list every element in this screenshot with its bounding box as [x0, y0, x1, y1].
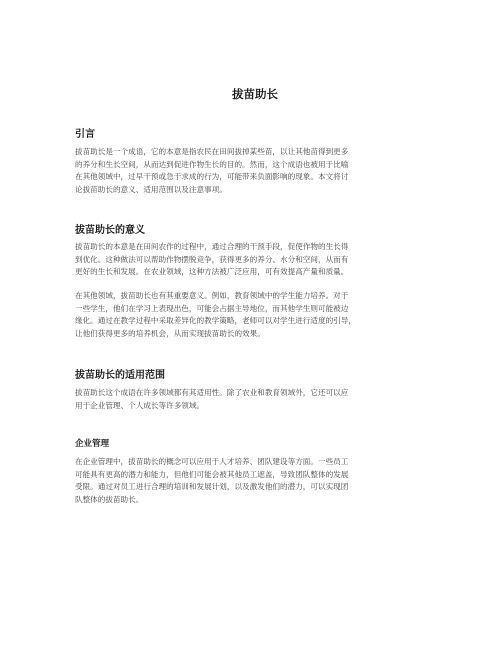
section-heading-meaning: 拔苗助长的意义	[75, 225, 145, 236]
text-line: 拔苗助长是一个成语，它的本意是指农民在田间拔掉某些苗，以让其他苗得到更多	[75, 147, 349, 156]
text-line: 队整体的拔苗助长。	[75, 494, 144, 504]
text-line: 在企业管理中，拔苗助长的概念可以应用于人才培养、团队建设等方面。一些员工	[75, 457, 349, 466]
text-line: 在其他领域中，过早干预或急于求成的行为，可能带来负面影响的现象。本文将讨	[75, 172, 349, 182]
text-line: 的养分和生长空间，从而达到促进作物生长的目的。然而，这个成语也被用于比喻	[75, 159, 349, 169]
text-line: 到优化。这种做法可以帮助作物摆脱竞争，获得更多的养分、水分和空间，从而有	[75, 254, 349, 264]
text-line: 论拔苗助长的意义、适用范围以及注意事项。	[75, 184, 227, 194]
paragraph-meaning-2	[75, 290, 435, 340]
paragraph-scope	[75, 387, 435, 412]
subsection-heading-enterprise-management: 企业管理	[75, 439, 110, 449]
text-line: 一些学生，他们在学习上表现出色，可能会占据主导地位，而其他学生则可能被边	[75, 303, 349, 313]
text-line: 缘化。通过在教学过程中采取差异化的教学策略，老师可以对学生进行适度的引导，	[75, 316, 356, 326]
paragraph-introduction	[75, 146, 435, 196]
text-line: 拔苗助长这个成语在许多领域都有其适用性。除了农业和教育领域外，它还可以应	[75, 388, 349, 397]
paragraph-meaning-1	[75, 241, 435, 279]
text-line: 受限。通过对员工进行合理的培训和发展计划，以及激发他们的潜力，可以实现团	[75, 482, 349, 492]
text-line: 在其他领域，拔苗助长也有其重要意义。例如，教育领域中的学生能力培养。对于	[75, 291, 349, 300]
section-heading-introduction: 引言	[75, 129, 95, 140]
paragraph-enterprise-management	[75, 456, 435, 506]
text-line: 让他们获得更多的培养机会，从而实现拔苗助长的效果。	[75, 328, 265, 338]
document-title: 拔苗助长	[232, 87, 278, 101]
text-line: 可能具有更高的潜力和能力，但他们可能会被其他员工遮盖，导致团队整体的发展	[75, 469, 349, 479]
text-line: 更好的生长和发展。在农业领域，这种方法被广泛应用，可有效提高产量和质量。	[75, 267, 349, 277]
text-line: 拔苗助长的本意是在田间农作的过程中，通过合理的干预手段，促使作物的生长得	[75, 242, 349, 251]
section-heading-scope: 拔苗助长的适用范围	[75, 370, 165, 381]
text-line: 用于企业管理、个人成长等许多领域。	[75, 400, 205, 410]
